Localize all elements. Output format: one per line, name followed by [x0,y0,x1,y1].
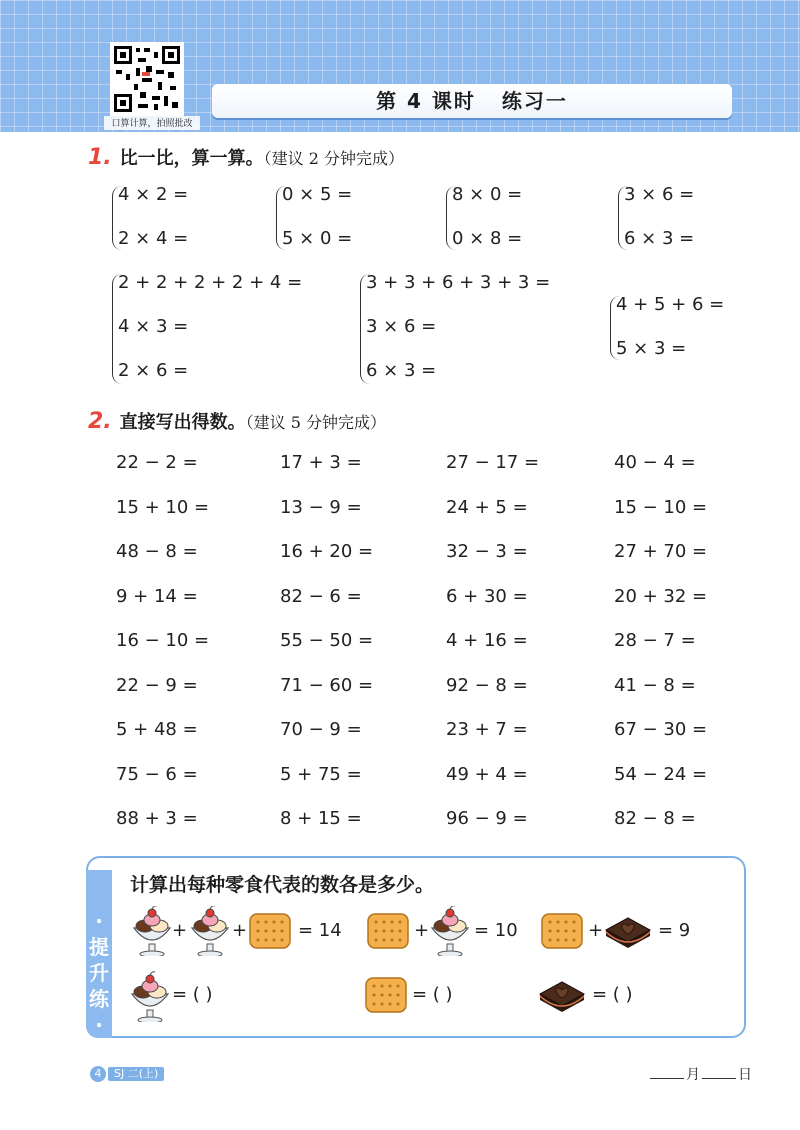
q1-item: 2 × 4 = [118,228,189,249]
calc-item: 27 + 70 = [614,541,708,562]
calc-item: 15 + 10 = [116,497,210,518]
q1-item: 6 × 3 = [624,228,695,249]
cracker-icon [248,910,294,952]
calc-item: 82 − 8 = [614,808,696,829]
calc-item: 48 − 8 = [116,541,198,562]
calc-item: 20 + 32 = [614,586,708,607]
calc-item: 28 − 7 = [614,630,696,651]
cracker-icon [540,910,586,952]
plus-sign: + [232,920,248,941]
page-number: 4 [90,1066,106,1082]
q1-item: 3 + 3 + 6 + 3 + 3 = [366,272,551,293]
calc-item: 67 − 30 = [614,719,708,740]
calc-item: 40 − 4 = [614,452,696,473]
sundae-answer-blank[interactable]: = ( ) [172,984,213,1005]
q2-hint: （建议 5 分钟完成） [245,413,387,432]
calc-item: 82 − 6 = [280,586,362,607]
plus-sign: + [414,920,430,941]
calc-item: 22 − 2 = [116,452,198,473]
grade-label: SJ 二(上) [108,1067,164,1081]
q2-text: 直接写出得数。 [119,412,246,433]
calc-item: 9 + 14 = [116,586,198,607]
q1-group-6 [360,272,560,388]
q1-item: 6 × 3 = [366,360,437,381]
sundae-icon [188,906,234,956]
calc-item: 54 − 24 = [614,764,708,785]
cracker-icon [366,910,412,952]
extension-title: 计算出每种零食代表的数各是多少。 [130,874,435,896]
calc-item: 49 + 4 = [446,764,528,785]
calc-item: 24 + 5 = [446,497,528,518]
q1-group-5 [112,272,312,388]
calc-item: 75 − 6 = [116,764,198,785]
month-label: 月 [686,1067,700,1083]
q1-item: 2 + 2 + 2 + 2 + 4 = [118,272,303,293]
q1-item: 0 × 5 = [282,184,353,205]
day-blank[interactable] [702,1078,736,1079]
plus-sign: + [588,920,604,941]
q1-group-3 [446,184,566,254]
q1-item: 2 × 6 = [118,360,189,381]
eq1-result: = 14 [298,920,342,941]
chocolate-icon [604,906,654,954]
cracker-icon [364,974,410,1016]
lesson-number: 第 4 课时 [376,89,476,113]
calc-item: 70 − 9 = [280,719,362,740]
calc-item: 32 − 3 = [446,541,528,562]
calc-item: 96 − 9 = [446,808,528,829]
calc-item: 15 − 10 = [614,497,708,518]
q1-group-4 [618,184,738,254]
q1-item: 8 × 0 = [452,184,523,205]
cracker-answer-blank[interactable]: = ( ) [412,984,453,1005]
calc-item: 16 − 10 = [116,630,210,651]
sundae-icon [428,906,474,956]
q2-heading [88,408,386,434]
calc-item: 92 − 8 = [446,675,528,696]
eq2-result: = 10 [474,920,518,941]
calc-item: 41 − 8 = [614,675,696,696]
month-blank[interactable] [650,1078,684,1079]
day-label: 日 [738,1067,752,1083]
qr-code[interactable] [110,42,184,116]
q1-number: 1. [88,145,112,170]
q1-heading [88,144,404,170]
calc-item: 71 − 60 = [280,675,374,696]
q1-group-1 [112,184,232,254]
calc-item: 27 − 17 = [446,452,540,473]
q1-item: 5 × 3 = [616,338,687,359]
lesson-title-bar [212,84,732,118]
calc-item: 4 + 16 = [446,630,528,651]
sundae-icon [130,906,176,956]
q1-item: 3 × 6 = [624,184,695,205]
calc-item: 17 + 3 = [280,452,362,473]
calc-item: 5 + 48 = [116,719,198,740]
q1-item: 0 × 8 = [452,228,523,249]
q1-item: 4 + 5 + 6 = [616,294,725,315]
plus-sign: + [172,920,188,941]
q1-group-2 [276,184,396,254]
calc-item: 5 + 75 = [280,764,362,785]
sundae-icon [128,970,174,1022]
calc-item: 23 + 7 = [446,719,528,740]
calc-item: 6 + 30 = [446,586,528,607]
extension-tab [86,870,112,1038]
calc-item: 13 − 9 = [280,497,362,518]
calc-item: 8 + 15 = [280,808,362,829]
extension-tab-label: ·提升练· [89,909,109,1037]
calc-item: 22 − 9 = [116,675,198,696]
eq3-result: = 9 [658,920,691,941]
qr-code-icon [112,44,182,114]
calc-item: 16 + 20 = [280,541,374,562]
calc-item: 55 − 50 = [280,630,374,651]
q1-item: 3 × 6 = [366,316,437,337]
q1-item: 4 × 3 = [118,316,189,337]
page-title: 练习一 [501,89,568,113]
q2-number: 2. [88,409,112,434]
q1-group-7 [610,294,750,364]
q1-hint: （建议 2 分钟完成） [263,149,405,168]
calc-item: 88 + 3 = [116,808,198,829]
qr-caption: 口算计算，拍照批改 [104,116,200,130]
q1-text: 比一比，算一算。 [119,148,264,169]
chocolate-icon [538,970,588,1018]
chocolate-answer-blank[interactable]: = ( ) [592,984,633,1005]
date-field[interactable] [648,1064,752,1084]
q1-item: 5 × 0 = [282,228,353,249]
q1-item: 4 × 2 = [118,184,189,205]
